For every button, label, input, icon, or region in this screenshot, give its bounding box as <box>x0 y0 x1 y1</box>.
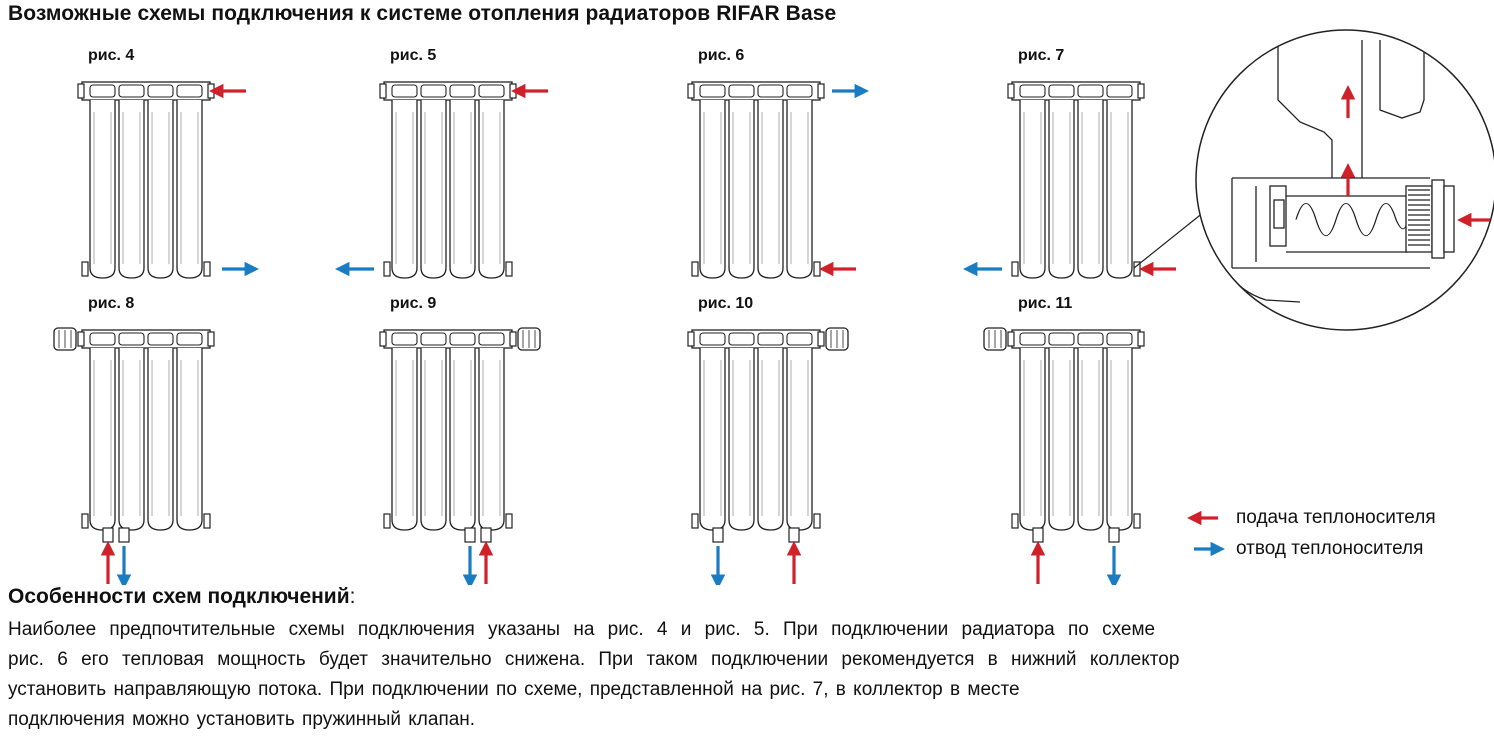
radiator-nipple <box>392 333 417 345</box>
plug-top-right <box>818 84 824 98</box>
radiator-figure-9 <box>380 295 540 584</box>
radiator-nipple <box>1107 85 1132 97</box>
plug-top-left <box>380 332 386 346</box>
bottom-connector <box>1033 528 1043 542</box>
plug-bottom-right <box>506 262 512 276</box>
radiator-nipple <box>758 333 783 345</box>
radiator-figure-8 <box>54 295 214 584</box>
radiator-nipple <box>1049 333 1074 345</box>
figure-label-4: рис. 4 <box>88 47 135 64</box>
radiator-nipple <box>1078 333 1103 345</box>
radiator-nipple <box>421 333 446 345</box>
bottom-connector <box>481 528 491 542</box>
radiator-figure-6 <box>688 47 856 278</box>
radiator-nipple <box>119 333 144 345</box>
plug-bottom-left <box>82 262 88 276</box>
radiator-nipple <box>787 333 812 345</box>
plug-bottom-right <box>204 514 210 528</box>
radiator-nipple <box>450 333 475 345</box>
notes-heading-colon: : <box>349 585 356 608</box>
plug-top-left <box>78 84 84 98</box>
radiator-figure-4 <box>78 47 246 278</box>
plug-top-right <box>510 84 516 98</box>
legend <box>1194 507 1436 559</box>
radiator-nipple <box>479 333 504 345</box>
notes-section <box>8 585 1488 735</box>
radiator-nipple <box>90 333 115 345</box>
notes-heading <box>8 585 1488 609</box>
notes-line-1: Наиболее предпочтительные схемы подключения указаны на рис. 4 и рис. 5. При подключении радиатора по схеме <box>8 619 1156 640</box>
plug-bottom-left <box>692 514 698 528</box>
radiator-nipple <box>1078 85 1103 97</box>
radiator-nipple <box>700 85 725 97</box>
radiator-nipple <box>119 85 144 97</box>
notes-line-2: рис. 6 его тепловая мощность будет значительно снижена. При таком подключении рекомендуется в нижний коллектор <box>8 649 1180 670</box>
figure-label-6: рис. 6 <box>698 47 745 64</box>
plug-top-right <box>208 332 214 346</box>
plug-top-left <box>688 332 694 346</box>
plug-bottom-left <box>384 514 390 528</box>
plug-bottom-right <box>814 514 820 528</box>
plug-bottom-left <box>692 262 698 276</box>
radiator-figure-10 <box>688 295 848 584</box>
notes-line-4: подключения можно установить пружинный клапан. <box>8 709 476 730</box>
plug-top-right <box>1138 332 1144 346</box>
radiator-figure-7 <box>976 47 1176 278</box>
radiator-nipple <box>787 85 812 97</box>
plug-bottom-left <box>82 514 88 528</box>
plug-top-right <box>818 332 824 346</box>
bottom-connector <box>1109 528 1119 542</box>
radiator-nipple <box>1107 333 1132 345</box>
radiator-figure-11 <box>984 295 1144 584</box>
plug-bottom-right <box>506 514 512 528</box>
plug-bottom-right <box>1134 514 1140 528</box>
bottom-connector <box>103 528 113 542</box>
radiator-nipple <box>479 85 504 97</box>
bottom-connector <box>789 528 799 542</box>
radiator-nipple <box>729 333 754 345</box>
radiator-nipple <box>700 333 725 345</box>
figure-label-8: рис. 8 <box>88 295 135 312</box>
plug-bottom-left <box>1012 262 1018 276</box>
figure-label-11: рис. 11 <box>1018 295 1073 312</box>
radiator-nipple <box>177 333 202 345</box>
plug-bottom-right <box>814 262 820 276</box>
radiator-nipple <box>450 85 475 97</box>
notes-heading-text: Особенности схем подключений <box>8 585 350 608</box>
plug-top-right <box>208 84 214 98</box>
plug-top-left <box>78 332 84 346</box>
figure-label-10: рис. 10 <box>698 295 754 312</box>
radiator-nipple <box>421 85 446 97</box>
page-title: Возможные схемы подключения к системе отопления радиаторов RIFAR Base <box>8 2 837 25</box>
legend-return-label: отвод теплоносителя <box>1236 538 1424 559</box>
plug-top-left <box>1008 84 1014 98</box>
plug-top-left <box>1008 332 1014 346</box>
bottom-connector <box>713 528 723 542</box>
radiator-nipple <box>148 333 173 345</box>
plug-top-left <box>380 84 386 98</box>
zoom-leader-line <box>1134 212 1204 268</box>
radiator-nipple <box>177 85 202 97</box>
radiator-nipple <box>392 85 417 97</box>
figure-label-9: рис. 9 <box>390 295 437 312</box>
figure-label-7: рис. 7 <box>1018 47 1065 64</box>
radiator-nipple <box>1020 333 1045 345</box>
radiator-nipple <box>1049 85 1074 97</box>
bottom-connector <box>465 528 475 542</box>
plug-top-right <box>1138 84 1144 98</box>
radiator-nipple <box>148 85 173 97</box>
radiator-figure-5 <box>348 47 548 278</box>
bottom-connector <box>119 528 129 542</box>
radiator-nipple <box>1020 85 1045 97</box>
plug-bottom-left <box>1012 514 1018 528</box>
plug-bottom-left <box>384 262 390 276</box>
plug-top-left <box>688 84 694 98</box>
radiator-nipple <box>729 85 754 97</box>
radiator-nipple <box>758 85 783 97</box>
legend-supply-label: подача теплоносителя <box>1236 507 1436 528</box>
plug-bottom-right <box>204 262 210 276</box>
notes-line-3: установить направляющую потока. При подключении по схеме, представленной на рис. 7, в коллектор в месте <box>8 679 1020 700</box>
zoom-detail-spring-valve <box>1134 30 1494 330</box>
figure-label-5: рис. 5 <box>390 47 437 64</box>
radiator-nipple <box>90 85 115 97</box>
plug-top-right <box>510 332 516 346</box>
